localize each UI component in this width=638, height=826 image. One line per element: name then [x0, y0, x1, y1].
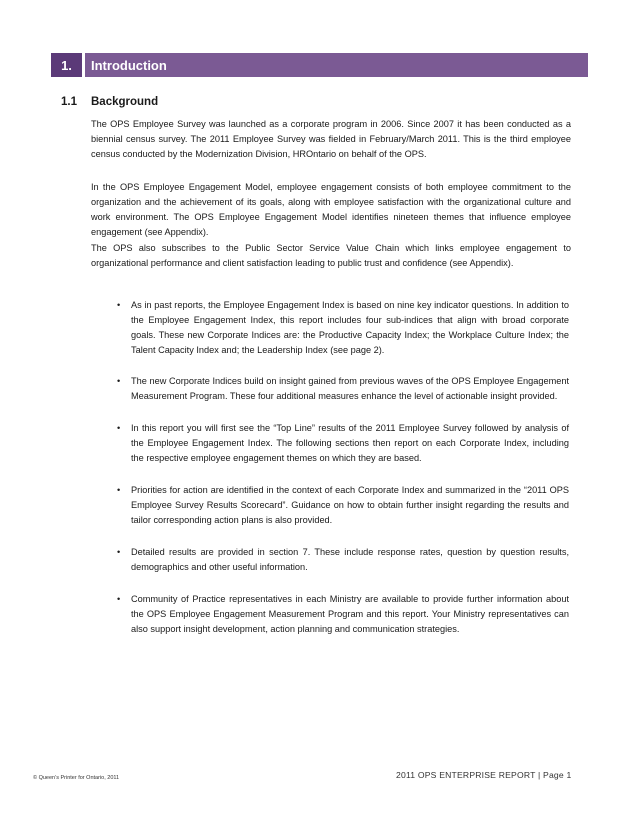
subsection-title: Background: [91, 96, 159, 108]
list-item: [117, 374, 569, 404]
footer-page-info: 2011 OPS ENTERPRISE REPORT | Page 1: [396, 770, 572, 780]
list-item: [117, 421, 569, 466]
list-item-text: In this report you will first see the “Top Line” results of the 2011 Employee Survey followed by analysis of the Employee Engagement Index. The following sections then report on each Corporate Index, including the respective employee engagement themes on which they are based.: [131, 423, 569, 463]
footer-copyright: © Queen’s Printer for Ontario, 2011: [33, 775, 120, 781]
bullet-icon: •: [117, 485, 121, 495]
paragraph-engagement-model: In the OPS Employee Engagement Model, employee engagement consists of both employee commitment to the organization and the achievement of its goals, along with employee satisfaction with the organizational culture and work environment. The OPS Employee Engagement Model identifies nineteen themes that influence employee engagement (see Appendix).: [91, 182, 571, 237]
list-item-text: As in past reports, the Employee Engagement Index is based on nine key indicator questions. In addition to the Employee Engagement Index, this report includes four sub-indices that align with broad corporate goals. These new Corporate Indices are: the Productive Capacity Index; the Workplace Culture Index; the Talent Capacity Index and; the Leadership Index (see page 2).: [131, 300, 569, 355]
list-item-text: Community of Practice representatives in each Ministry are available to provide further information about the OPS Employee Engagement Measurement Program and this report. Your Ministry representatives can also support insight development, action planning and communication strategies.: [131, 594, 569, 634]
bullet-icon: •: [117, 594, 121, 604]
paragraph-value-chain: The OPS also subscribes to the Public Sector Service Value Chain which links employee engagement to organizational performance and client satisfaction leading to public trust and confidence (see Appendix).: [91, 243, 571, 268]
list-item: [117, 592, 569, 637]
list-item-text: Priorities for action are identified in the context of each Corporate Index and summarized in the “2011 OPS Employee Survey Results Scorecard”. Guidance on how to obtain further insight regarding the results and tailor corresponding action plans is also provided.: [131, 485, 569, 525]
list-item-text: Detailed results are provided in section 7. These include response rates, question by question results, demographics and other useful information.: [131, 547, 569, 572]
list-item: [117, 298, 569, 358]
section-number: 1.: [51, 53, 82, 77]
bullet-icon: •: [117, 376, 121, 386]
list-item: [117, 545, 569, 575]
section-header-bar: [51, 53, 588, 77]
subsection-number: 1.1: [61, 96, 77, 108]
bullet-list: [117, 298, 569, 637]
bullet-icon: •: [117, 300, 121, 310]
list-item-text: The new Corporate Indices build on insight gained from previous waves of the OPS Employee Engagement Measurement Program. These four additional measures enhance the level of actionable insight provided.: [131, 376, 569, 401]
bullet-icon: •: [117, 547, 121, 557]
paragraph-survey-history: The OPS Employee Survey was launched as a corporate program in 2006. Since 2007 it has been conducted as a biennial census survey. The 2011 Employee Survey was fielded in February/March 2011. This is the third employee census conducted by the Modernization Division, HROntario on behalf of the OPS.: [91, 119, 571, 159]
section-title: Introduction: [85, 53, 588, 77]
list-item: [117, 483, 569, 528]
bullet-icon: •: [117, 423, 121, 433]
